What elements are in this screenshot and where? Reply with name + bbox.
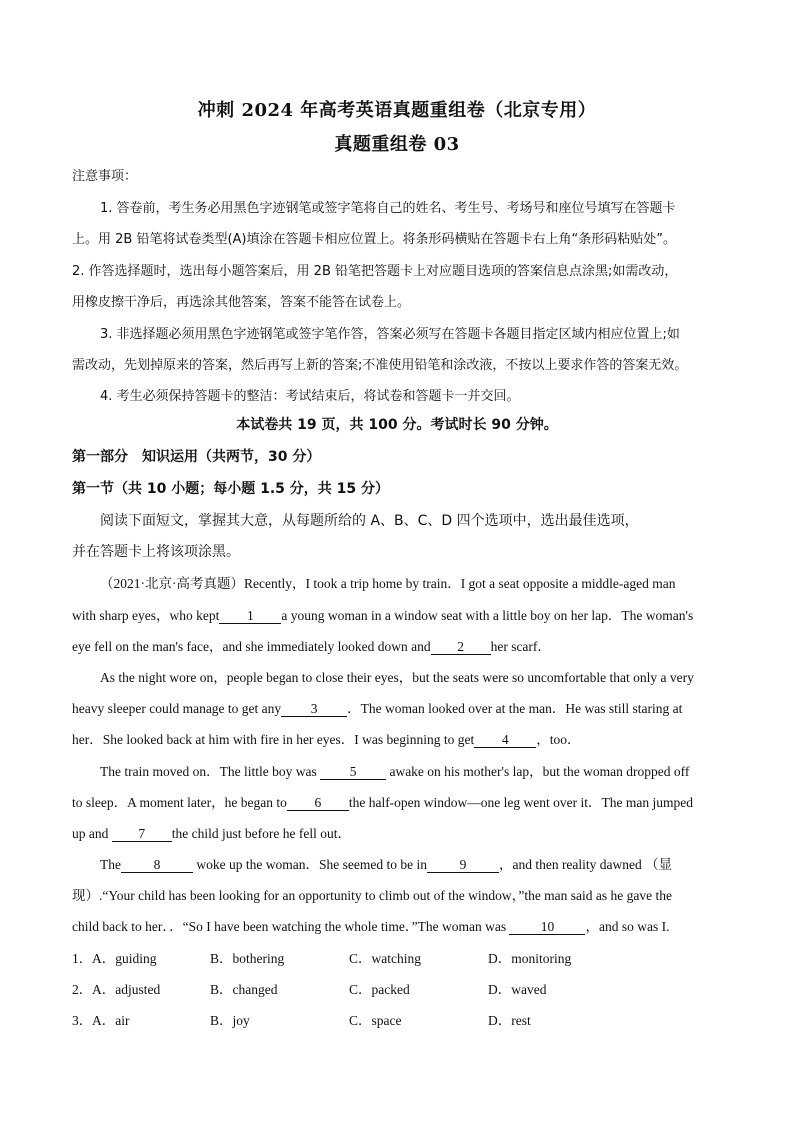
passage-text: ，and then reality dawned （显 [498, 857, 673, 872]
exam-subtitle: 真题重组卷 03 [334, 134, 460, 155]
passage-line [72, 635, 551, 655]
notice-heading: 注意事项： [72, 169, 138, 184]
option-c: C．watching [349, 951, 421, 966]
passage-text: awake on his mother's lap，but the woman dropped off [389, 764, 690, 779]
blank-2: 2 [431, 640, 491, 655]
passage-line [72, 791, 693, 811]
notice-line: 3. 非选择题必须用黑色字迹钢笔或签字笔作答，答案必须写在答题卡各题目指定区域内相应位置上;如 [100, 327, 680, 342]
question-number: 3． [72, 1013, 93, 1028]
passage-line [72, 604, 693, 624]
notice-line: 上。用 2B 铅笔将试卷类型(A)填涂在答题卡相应位置上。将条形码横贴在答题卡右上角“条形码粘贴处”。 [72, 232, 676, 247]
blank-3: 3 [281, 702, 347, 717]
section-heading: 第一节（共 10 小题；每小题 1.5 分，共 15 分） [72, 481, 390, 497]
passage-text: the half-open window—one leg went over it．The man jumped [348, 795, 693, 810]
option-b: B．bothering [210, 951, 285, 966]
passage-line: 现）.“Your child has been looking for an opportunity to climb out of the window，”the man said as he gave the [72, 888, 673, 903]
passage-text: her scarf． [490, 639, 551, 654]
question-number: 1． [72, 951, 93, 966]
blank-10: 10 [509, 920, 585, 935]
notice-line: 4. 考生必须保持答题卡的整洁：考试结束后，将试卷和答题卡一并交回。 [100, 389, 520, 404]
passage-text: with sharp eyes，who kept [72, 608, 220, 623]
blank-5: 5 [320, 765, 386, 780]
exam-info: 本试卷共 19 页，共 100 分。考试时长 90 分钟。 [236, 417, 558, 433]
passage-line [72, 728, 581, 748]
passage-line [100, 853, 672, 873]
passage-text: child back to her．．“So I have been watching the whole time．”The woman was [72, 919, 507, 934]
passage-line: （2021·北京·高考真题）Recently，I took a trip home by train．I got a seat opposite a middle-aged man [100, 576, 676, 591]
passage-text: ，too． [536, 732, 581, 747]
option-c: C．space [349, 1013, 402, 1028]
passage-text: her．She looked back at him with fire in her eyes．I was beginning to get [72, 732, 475, 747]
passage-text: heavy sleeper could manage to get any [72, 701, 282, 716]
option-a: A．adjusted [92, 982, 161, 997]
option-b: B．changed [210, 982, 278, 997]
passage-text: ，and so was I. [585, 919, 670, 934]
notice-line: 1. 答卷前，考生务必用黑色字迹钢笔或签字笔将自己的姓名、考生号、考场号和座位号填写在答题卡 [100, 201, 676, 216]
passage-text: ．The woman looked over at the man．He was still staring at [347, 701, 683, 716]
passage-line [72, 915, 669, 935]
blank-8: 8 [121, 858, 193, 873]
option-d: D．rest [488, 1013, 531, 1028]
blank-9: 9 [427, 858, 499, 873]
passage-text: The [100, 857, 121, 872]
notice-line: 需改动，先划掉原来的答案，然后再写上新的答案;不准使用铅笔和涂改液，不按以上要求作答的答案无效。 [72, 358, 688, 373]
passage-text: up and [72, 826, 109, 841]
option-a: A．air [92, 1013, 130, 1028]
blank-1: 1 [219, 609, 281, 624]
passage-line [72, 822, 351, 842]
blank-6: 6 [287, 796, 349, 811]
option-c: C．packed [349, 982, 410, 997]
notice-line: 2. 作答选择题时，选出每小题答案后，用 2B 铅笔把答题卡上对应题目选项的答案信息点涂黑;如需改动， [72, 264, 678, 279]
passage-line [100, 760, 689, 780]
blank-4: 4 [474, 733, 536, 748]
passage-text: The train moved on．The little boy was [100, 764, 317, 779]
instruction-line: 阅读下面短文，掌握其大意，从每题所给的 A、B、C、D 四个选项中，选出最佳选项， [100, 513, 639, 529]
passage-text: woke up the woman．She seemed to be in [196, 857, 427, 872]
passage-line: As the night wore on，people began to close their eyes，but the seats were so uncomfortable that only a very [100, 670, 694, 685]
option-b: B．joy [210, 1013, 250, 1028]
part-heading: 第一部分 知识运用（共两节，30 分） [72, 449, 321, 465]
question-number: 2． [72, 982, 93, 997]
exam-title: 冲刺 2024 年高考英语真题重组卷（北京专用） [197, 100, 597, 121]
blank-7: 7 [112, 827, 172, 842]
option-d: D．monitoring [488, 951, 572, 966]
passage-text: a young woman in a window seat with a little boy on her lap．The woman's [281, 608, 694, 623]
instruction-line: 并在答题卡上将该项涂黑。 [72, 544, 240, 560]
option-d: D．waved [488, 982, 547, 997]
passage-text: the child just before he fell out． [171, 826, 351, 841]
option-a: A．guiding [92, 951, 157, 966]
passage-line [72, 697, 682, 717]
passage-text: eye fell on the man's face，and she immediately looked down and [72, 639, 431, 654]
notice-line: 用橡皮擦干净后，再选涂其他答案，答案不能答在试卷上。 [72, 295, 411, 310]
passage-text: to sleep．A moment later，he began to [72, 795, 287, 810]
